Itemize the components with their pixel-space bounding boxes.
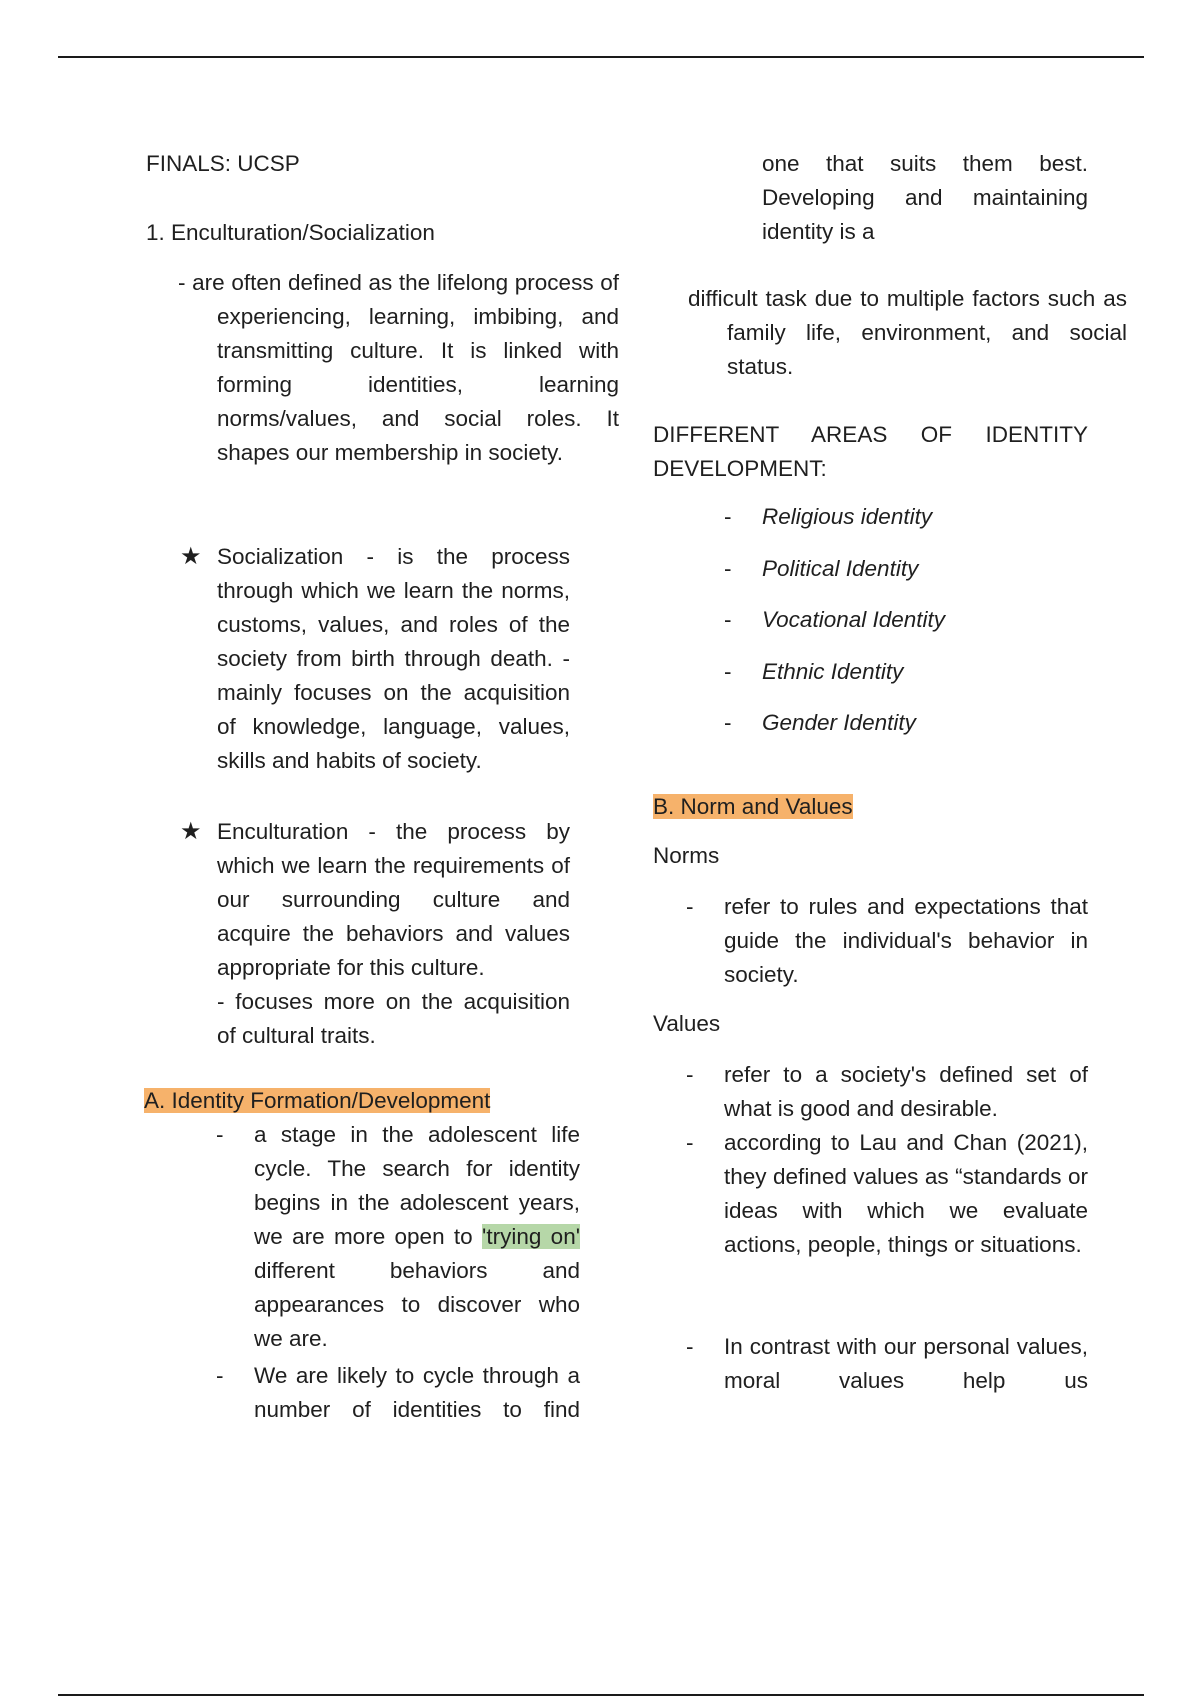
values-moral-text: In contrast with our personal values, moral values help us	[724, 1334, 1088, 1393]
list-item-identity-cycle	[216, 1359, 580, 1427]
page-top-rule	[58, 56, 1144, 58]
socialization-text: Socialization - is the process through which we learn the norms, customs, values, and roles of the society from birth through death. - mainly focuses on the acquisition of knowledge, language, values, skills and habits of society.	[217, 544, 570, 773]
dash-bullet: -	[216, 1363, 224, 1388]
list-item-identity-stage	[216, 1118, 580, 1356]
identity-continuation-2: difficult task due to multiple factors such as family life, environment, and social status.	[688, 286, 1127, 379]
identity-stage-text-part2: different behaviors and appearances to discover who we are.	[254, 1258, 580, 1351]
values-lau-chan-text: according to Lau and Chan (2021), they defined values as “standards or ideas with which we evaluate actions, people, things or situations.	[724, 1130, 1088, 1257]
page-bottom-rule	[58, 1694, 1144, 1696]
values-item-lau-chan	[686, 1126, 1088, 1262]
enculturation-definition: - are often defined as the lifelong process of experiencing, learning, imbibing, and transmitting culture. It is linked with forming identities, learning norms/values, and social roles. It shapes our membership in society.	[178, 270, 619, 465]
area-item-ethnic	[724, 655, 903, 689]
section-heading-enculturation: 1. Enculturation/Socialization	[146, 220, 435, 245]
area-text: Religious identity	[762, 504, 933, 529]
norms-text: refer to rules and expectations that guide the individual's behavior in society.	[724, 894, 1088, 987]
area-text: Vocational Identity	[762, 607, 946, 632]
highlighted-heading: A. Identity Formation/Development	[144, 1088, 491, 1113]
star-icon: ★	[180, 818, 202, 845]
dash-bullet: -	[686, 1062, 694, 1087]
norms-item	[686, 890, 1088, 992]
highlighted-phrase: 'trying on'	[482, 1224, 580, 1249]
values-definition-text: refer to a society's defined set of what is good and desirable.	[724, 1062, 1088, 1121]
star-icon: ★	[180, 543, 202, 570]
dash-bullet: -	[724, 504, 732, 529]
enculturation-text: Enculturation - the process by which we learn the requirements of our surrounding culture and acquire the behaviors and values appropriate for this culture.	[217, 819, 570, 980]
dash-bullet: -	[686, 1334, 694, 1359]
area-item-vocational	[724, 603, 945, 637]
values-item-moral	[686, 1330, 1088, 1398]
dash-bullet: -	[686, 894, 694, 919]
areas-heading: DIFFERENT AREAS OF IDENTITY DEVELOPMENT:	[653, 422, 1088, 481]
area-item-gender	[724, 706, 916, 740]
dash-bullet: -	[724, 659, 732, 684]
dash-bullet: -	[724, 607, 732, 632]
area-text: Gender Identity	[762, 710, 916, 735]
star-item-socialization	[180, 540, 570, 778]
values-item-definition	[686, 1058, 1088, 1126]
dash-bullet: -	[724, 710, 732, 735]
area-item-political	[724, 552, 918, 586]
identity-cycle-text: We are likely to cycle through a number of identities to find	[254, 1363, 580, 1422]
area-item-religious	[724, 500, 932, 534]
identity-stage-text-part1: a stage in the adolescent life cycle. The search for identity begins in the adolescent years, we are more open to	[254, 1122, 580, 1249]
area-text: Ethnic Identity	[762, 659, 904, 684]
identity-stage-text	[254, 1118, 580, 1356]
section-heading-identity-formation	[144, 1084, 490, 1118]
values-label: Values	[653, 1011, 721, 1036]
area-text: Political Identity	[762, 556, 919, 581]
identity-continuation-1: one that suits them best. Developing and maintaining identity is a	[762, 151, 1088, 244]
highlighted-heading: B. Norm and Values	[653, 794, 853, 819]
norms-label: Norms	[653, 843, 720, 868]
enculturation-text-2: - focuses more on the acquisition of cultural traits.	[217, 989, 570, 1048]
dash-bullet: -	[686, 1130, 694, 1155]
section-heading-norms-values	[653, 790, 853, 824]
dash-bullet: -	[724, 556, 732, 581]
star-item-enculturation	[180, 815, 570, 1053]
page-title: FINALS: UCSP	[146, 151, 300, 176]
dash-bullet: -	[216, 1122, 224, 1147]
